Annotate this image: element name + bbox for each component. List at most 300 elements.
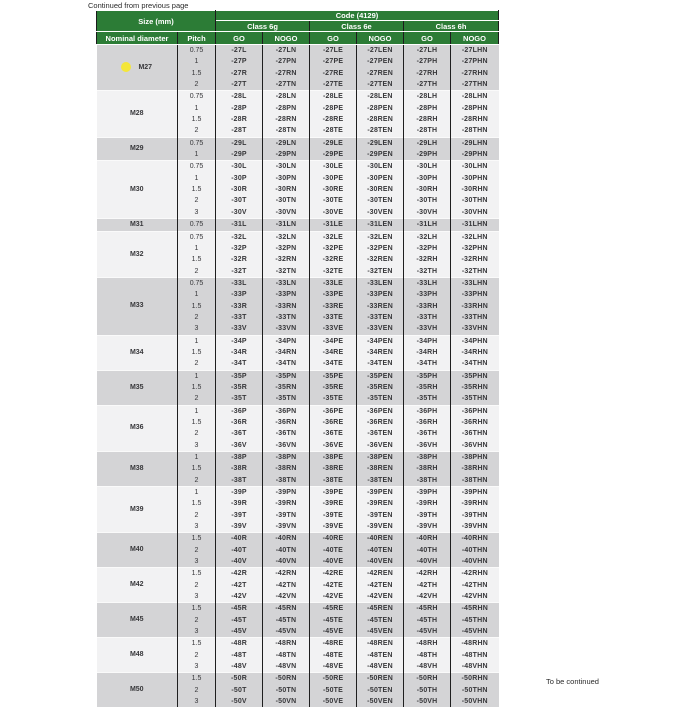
code-value: -36THN <box>451 428 499 439</box>
code-value: -35TN <box>263 393 310 405</box>
code-value: -34TN <box>263 358 310 370</box>
code-value: -32LH <box>404 231 451 243</box>
code-value: -50VN <box>263 696 310 707</box>
code-value: -38TE <box>310 475 357 487</box>
nominal-diameter-label: M35 <box>130 384 144 391</box>
nominal-diameter-cell <box>97 91 178 137</box>
code-value: -39RE <box>310 498 357 509</box>
code-value: -33TH <box>404 312 451 323</box>
code-value: -30VN <box>263 207 310 219</box>
code-value: -28LEN <box>357 91 404 103</box>
code-value: -50TH <box>404 685 451 696</box>
pitch-value: 2 <box>178 685 216 696</box>
pitch-value: 2 <box>178 312 216 323</box>
code-value: -30P <box>216 173 263 184</box>
code-value: -33VEN <box>357 323 404 335</box>
code-value: -48THN <box>451 650 499 661</box>
code-value: -30RH <box>404 184 451 195</box>
code-value: -38TEN <box>357 475 404 487</box>
pitch-value: 3 <box>178 323 216 335</box>
code-value: -40REN <box>357 533 404 545</box>
code-value: -28PHN <box>451 103 499 114</box>
code-value: -45RH <box>404 603 451 615</box>
table-row <box>97 335 499 347</box>
code-value: -30RE <box>310 184 357 195</box>
code-value: -36PH <box>404 405 451 417</box>
to-be-continued-note: To be continued <box>546 677 599 686</box>
pitch-value: 2 <box>178 125 216 137</box>
code-value: -45VH <box>404 626 451 638</box>
code-value: -30VH <box>404 207 451 219</box>
code-value: -48RHN <box>451 638 499 650</box>
code-value: -34TEN <box>357 358 404 370</box>
code-value: -27REN <box>357 68 404 79</box>
code-value: -33PN <box>263 289 310 300</box>
code-value: -30THN <box>451 195 499 206</box>
code-value: -38REN <box>357 463 404 474</box>
code-value: -42TH <box>404 580 451 591</box>
code-value: -32REN <box>357 254 404 265</box>
code-value: -29LH <box>404 137 451 149</box>
code-group-header: Code (4129) <box>216 11 499 21</box>
code-value: -34P <box>216 335 263 347</box>
nominal-diameter-label: M30 <box>130 186 144 193</box>
code-value: -30TE <box>310 195 357 206</box>
code-value: -39PN <box>263 486 310 498</box>
code-value: -30LHN <box>451 161 499 173</box>
code-value: -35TH <box>404 393 451 405</box>
code-value: -42TE <box>310 580 357 591</box>
code-value: -36RN <box>263 417 310 428</box>
pitch-value: 1.5 <box>178 673 216 685</box>
code-value: -36TE <box>310 428 357 439</box>
pitch-value: 1.5 <box>178 463 216 474</box>
code-value: -27R <box>216 68 263 79</box>
code-value: -30RHN <box>451 184 499 195</box>
code-value: -35REN <box>357 382 404 393</box>
code-value: -32RH <box>404 254 451 265</box>
code-value: -33VN <box>263 323 310 335</box>
code-value: -33LH <box>404 278 451 290</box>
code-value: -30LE <box>310 161 357 173</box>
code-value: -32PE <box>310 243 357 254</box>
code-value: -30LN <box>263 161 310 173</box>
code-value: -29LEN <box>357 137 404 149</box>
pitch-value: 1.5 <box>178 568 216 580</box>
code-value: -48VE <box>310 661 357 673</box>
code-value: -33P <box>216 289 263 300</box>
pitch-value: 1.5 <box>178 347 216 358</box>
code-value: -36V <box>216 440 263 452</box>
code-value: -29LHN <box>451 137 499 149</box>
code-value: -27PHN <box>451 56 499 67</box>
code-value: -27L <box>216 45 263 57</box>
code-value: -35T <box>216 393 263 405</box>
table-row <box>97 45 499 57</box>
code-value: -28R <box>216 114 263 125</box>
code-value: -40RH <box>404 533 451 545</box>
nominal-diameter-label: M36 <box>130 424 144 431</box>
code-value: -38TN <box>263 475 310 487</box>
nominal-diameter-cell <box>97 278 178 336</box>
nominal-diameter-label: M39 <box>130 506 144 513</box>
code-value: -36VH <box>404 440 451 452</box>
code-value: -29PEN <box>357 149 404 161</box>
code-value: -27PEN <box>357 56 404 67</box>
code-value: -42RHN <box>451 568 499 580</box>
table-row <box>97 137 499 149</box>
code-value: -45VE <box>310 626 357 638</box>
code-value: -48VEN <box>357 661 404 673</box>
code-value: -33REN <box>357 301 404 312</box>
code-value: -27P <box>216 56 263 67</box>
code-value: -35TE <box>310 393 357 405</box>
code-value: -40TH <box>404 545 451 556</box>
pitch-value: 1 <box>178 289 216 300</box>
code-value: -39PH <box>404 486 451 498</box>
nominal-diameter-header: Nominal diameter <box>97 32 178 45</box>
code-value: -33TE <box>310 312 357 323</box>
code-value: -29PE <box>310 149 357 161</box>
pitch-value: 2 <box>178 393 216 405</box>
code-value: -34RH <box>404 347 451 358</box>
code-value: -48RE <box>310 638 357 650</box>
pitch-value: 3 <box>178 556 216 568</box>
code-value: -50THN <box>451 685 499 696</box>
code-value: -29PH <box>404 149 451 161</box>
code-table-body <box>97 45 499 707</box>
nominal-diameter-cell <box>97 486 178 532</box>
code-value: -40RN <box>263 533 310 545</box>
pitch-value: 1 <box>178 103 216 114</box>
pitch-value: 3 <box>178 626 216 638</box>
code-value: -30TH <box>404 195 451 206</box>
code-value: -39T <box>216 510 263 521</box>
code-value: -27LHN <box>451 45 499 57</box>
code-value: -33T <box>216 312 263 323</box>
code-value: -34T <box>216 358 263 370</box>
table-row <box>97 638 499 650</box>
code-value: -32LN <box>263 231 310 243</box>
code-value: -33L <box>216 278 263 290</box>
pitch-value: 2 <box>178 428 216 439</box>
code-value: -30PEN <box>357 173 404 184</box>
code-value: -35R <box>216 382 263 393</box>
code-value: -36VHN <box>451 440 499 452</box>
code-value: -42TEN <box>357 580 404 591</box>
code-value: -31LE <box>310 218 357 231</box>
code-value: -27TH <box>404 79 451 91</box>
code-value: -30PH <box>404 173 451 184</box>
code-value: -38PHN <box>451 452 499 464</box>
code-value: -32THN <box>451 266 499 278</box>
code-value: -48T <box>216 650 263 661</box>
code-value: -50RE <box>310 673 357 685</box>
nominal-diameter-cell <box>97 45 178 91</box>
nominal-diameter-label: M50 <box>130 686 144 693</box>
code-value: -42TN <box>263 580 310 591</box>
code-value: -50TN <box>263 685 310 696</box>
code-value: -32P <box>216 243 263 254</box>
code-value: -48RH <box>404 638 451 650</box>
code-value: -39TH <box>404 510 451 521</box>
nominal-diameter-cell <box>97 137 178 161</box>
code-value: -28PN <box>263 103 310 114</box>
code-value: -36P <box>216 405 263 417</box>
code-value: -28LE <box>310 91 357 103</box>
code-value: -39P <box>216 486 263 498</box>
code-value: -27LEN <box>357 45 404 57</box>
code-value: -36TN <box>263 428 310 439</box>
code-value: -40VH <box>404 556 451 568</box>
code-value: -30R <box>216 184 263 195</box>
code-value: -35TEN <box>357 393 404 405</box>
code-value: -28PE <box>310 103 357 114</box>
go-header-6h: GO <box>404 32 451 45</box>
code-value: -31LHN <box>451 218 499 231</box>
code-value: -45TH <box>404 615 451 626</box>
class-6g-header: Class 6g <box>216 21 310 32</box>
code-value: -48RN <box>263 638 310 650</box>
code-value: -42V <box>216 591 263 603</box>
code-value: -39TN <box>263 510 310 521</box>
code-value: -38RH <box>404 463 451 474</box>
code-value: -40VHN <box>451 556 499 568</box>
table-row <box>97 452 499 464</box>
code-value: -36PEN <box>357 405 404 417</box>
go-header-6e: GO <box>310 32 357 45</box>
code-value: -38TH <box>404 475 451 487</box>
code-value: -35P <box>216 370 263 382</box>
pitch-value: 2 <box>178 615 216 626</box>
pitch-value: 1 <box>178 173 216 184</box>
nominal-diameter-cell <box>97 603 178 638</box>
nogo-header-6h: NOGO <box>451 32 499 45</box>
continued-from-previous-note: Continued from previous page <box>88 1 188 10</box>
code-value: -35THN <box>451 393 499 405</box>
code-value: -39TE <box>310 510 357 521</box>
pitch-value: 1.5 <box>178 638 216 650</box>
code-value: -33LHN <box>451 278 499 290</box>
size-group-header: Size (mm) <box>97 11 216 32</box>
code-value: -45TN <box>263 615 310 626</box>
pitch-value: 3 <box>178 591 216 603</box>
code-value: -33RN <box>263 301 310 312</box>
code-value: -27T <box>216 79 263 91</box>
code-value: -34RN <box>263 347 310 358</box>
pitch-value: 2 <box>178 195 216 206</box>
code-value: -31LH <box>404 218 451 231</box>
pitch-value: 2 <box>178 475 216 487</box>
pitch-value: 2 <box>178 545 216 556</box>
code-value: -34R <box>216 347 263 358</box>
code-value: -36VN <box>263 440 310 452</box>
code-value: -34TH <box>404 358 451 370</box>
code-value: -34PEN <box>357 335 404 347</box>
code-value: -40V <box>216 556 263 568</box>
code-value: -28LH <box>404 91 451 103</box>
pitch-value: 1 <box>178 243 216 254</box>
code-value: -36RHN <box>451 417 499 428</box>
code-value: -48REN <box>357 638 404 650</box>
code-value: -39VHN <box>451 521 499 533</box>
nominal-diameter-cell <box>97 638 178 673</box>
code-value: -45TE <box>310 615 357 626</box>
code-value: -30PHN <box>451 173 499 184</box>
code-value: -30T <box>216 195 263 206</box>
code-value: -33THN <box>451 312 499 323</box>
code-value: -38RE <box>310 463 357 474</box>
table-row <box>97 405 499 417</box>
code-value: -27RHN <box>451 68 499 79</box>
pitch-value: 1.5 <box>178 68 216 79</box>
pitch-value: 1.5 <box>178 301 216 312</box>
code-value: -28PEN <box>357 103 404 114</box>
code-value: -32RN <box>263 254 310 265</box>
code-value: -40RE <box>310 533 357 545</box>
nominal-diameter-label: M33 <box>130 302 144 309</box>
code-value: -39V <box>216 521 263 533</box>
code-value: -50TEN <box>357 685 404 696</box>
code-value: -27TE <box>310 79 357 91</box>
code-value: -35PHN <box>451 370 499 382</box>
code-value: -36PN <box>263 405 310 417</box>
code-value: -36PE <box>310 405 357 417</box>
code-value: -40VE <box>310 556 357 568</box>
code-value: -28PH <box>404 103 451 114</box>
code-value: -42REN <box>357 568 404 580</box>
code-value: -30V <box>216 207 263 219</box>
code-value: -36T <box>216 428 263 439</box>
code-value: -33RHN <box>451 301 499 312</box>
code-value: -50VEN <box>357 696 404 707</box>
code-value: -30LH <box>404 161 451 173</box>
pitch-header: Pitch <box>178 32 216 45</box>
code-value: -32RHN <box>451 254 499 265</box>
code-value: -36REN <box>357 417 404 428</box>
table-row <box>97 486 499 498</box>
code-value: -28T <box>216 125 263 137</box>
pitch-value: 1.5 <box>178 603 216 615</box>
code-value: -27RN <box>263 68 310 79</box>
nominal-diameter-label: M31 <box>130 221 144 228</box>
code-value: -32PHN <box>451 243 499 254</box>
code-value: -36VE <box>310 440 357 452</box>
code-value: -30TN <box>263 195 310 206</box>
nominal-diameter-label: M45 <box>130 616 144 623</box>
nogo-header-6g: NOGO <box>263 32 310 45</box>
code-value: -35PE <box>310 370 357 382</box>
pitch-value: 1 <box>178 56 216 67</box>
code-value: -32PEN <box>357 243 404 254</box>
code-value: -45VN <box>263 626 310 638</box>
code-value: -42VE <box>310 591 357 603</box>
code-value: -40RHN <box>451 533 499 545</box>
code-value: -42VEN <box>357 591 404 603</box>
pitch-value: 1 <box>178 452 216 464</box>
pitch-value: 1.5 <box>178 417 216 428</box>
code-value: -33LE <box>310 278 357 290</box>
code-value: -32T <box>216 266 263 278</box>
table-row <box>97 673 499 685</box>
code-value: -50RN <box>263 673 310 685</box>
pitch-value: 2 <box>178 650 216 661</box>
code-value: -33PE <box>310 289 357 300</box>
code-value: -35RH <box>404 382 451 393</box>
code-value: -36RE <box>310 417 357 428</box>
table-row <box>97 218 499 231</box>
code-value: -30REN <box>357 184 404 195</box>
pitch-value: 1.5 <box>178 184 216 195</box>
code-value: -33TEN <box>357 312 404 323</box>
code-value: -42T <box>216 580 263 591</box>
code-value: -28TEN <box>357 125 404 137</box>
pitch-value: 1 <box>178 335 216 347</box>
code-value: -28P <box>216 103 263 114</box>
pitch-value: 2 <box>178 510 216 521</box>
pitch-value: 2 <box>178 79 216 91</box>
code-value: -34TE <box>310 358 357 370</box>
code-value: -45RE <box>310 603 357 615</box>
code-value: -27LH <box>404 45 451 57</box>
code-value: -38P <box>216 452 263 464</box>
code-value: -30RN <box>263 184 310 195</box>
nominal-diameter-label: M48 <box>130 651 144 658</box>
code-value: -35RN <box>263 382 310 393</box>
nominal-diameter-cell <box>97 405 178 451</box>
code-value: -48VHN <box>451 661 499 673</box>
code-value: -27PH <box>404 56 451 67</box>
code-value: -32PH <box>404 243 451 254</box>
code-value: -29PHN <box>451 149 499 161</box>
code-value: -27TN <box>263 79 310 91</box>
code-value: -28RN <box>263 114 310 125</box>
code-value: -39R <box>216 498 263 509</box>
code-value: -29P <box>216 149 263 161</box>
code-value: -33VH <box>404 323 451 335</box>
code-value: -48VN <box>263 661 310 673</box>
code-value: -36TEN <box>357 428 404 439</box>
code-value: -48TE <box>310 650 357 661</box>
code-value: -50TE <box>310 685 357 696</box>
code-value: -35RHN <box>451 382 499 393</box>
code-value: -34PE <box>310 335 357 347</box>
pitch-value: 2 <box>178 580 216 591</box>
code-value: -38PE <box>310 452 357 464</box>
code-value: -34PH <box>404 335 451 347</box>
code-value: -39PHN <box>451 486 499 498</box>
code-value: -33VE <box>310 323 357 335</box>
pitch-value: 1.5 <box>178 498 216 509</box>
code-value: -31L <box>216 218 263 231</box>
code-value: -29PN <box>263 149 310 161</box>
code-value: -40VEN <box>357 556 404 568</box>
code-value: -42VHN <box>451 591 499 603</box>
code-table <box>96 10 499 707</box>
code-value: -32LHN <box>451 231 499 243</box>
nominal-diameter-cell <box>97 370 178 405</box>
code-value: -34THN <box>451 358 499 370</box>
code-value: -39THN <box>451 510 499 521</box>
nominal-diameter-label: M32 <box>130 251 144 258</box>
code-value: -30PE <box>310 173 357 184</box>
code-value: -48VH <box>404 661 451 673</box>
code-value: -36PHN <box>451 405 499 417</box>
nominal-diameter-label: M28 <box>130 110 144 117</box>
code-value: -27PE <box>310 56 357 67</box>
pitch-value: 1.5 <box>178 382 216 393</box>
code-value: -40TN <box>263 545 310 556</box>
